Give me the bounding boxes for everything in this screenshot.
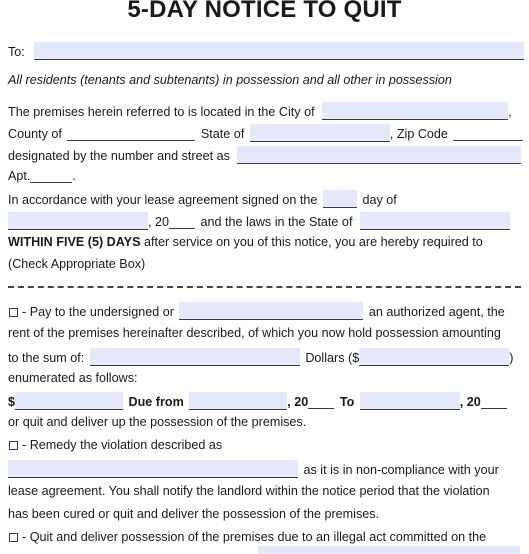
year-prefix: , 20 [148, 215, 170, 229]
due-to-year-field[interactable] [481, 395, 507, 409]
year-field[interactable] [169, 215, 195, 229]
option-remedy-row [8, 437, 222, 453]
zip-field[interactable] [453, 127, 523, 141]
quit-text: - Quit and deliver possession of the premises due to an illegal act committed on the [22, 530, 487, 544]
city-field[interactable] [322, 102, 508, 120]
due-from-year-prefix: , 20 [287, 395, 309, 409]
to-row [8, 42, 524, 60]
designated-label: designated by the number and street as [8, 149, 230, 163]
zip-label: , Zip Code [389, 127, 448, 141]
due-from-field[interactable] [189, 392, 287, 410]
lease-text: In accordance with your lease agreement signed on the [8, 193, 318, 207]
rent-line: rent of the premises hereinafter described, of which you now hold possession amounting [8, 326, 501, 340]
state-field[interactable] [250, 124, 390, 142]
apt-period: . [72, 169, 76, 183]
within-row [8, 234, 483, 250]
city-comma: , [508, 105, 512, 119]
within-rest: after service on you of this notice, you are hereby required to [140, 235, 483, 249]
sum-amount-field[interactable] [359, 348, 509, 366]
option-quit-row [8, 529, 486, 545]
to-field[interactable] [34, 42, 524, 60]
county-field[interactable] [67, 127, 195, 141]
lease-notify-line: lease agreement. You shall notify the landlord within the notice period that the violation [8, 484, 490, 498]
check-note-row [8, 256, 145, 272]
option-pay-row [8, 302, 505, 320]
county-row [8, 124, 523, 142]
pay-checkbox[interactable] [9, 308, 18, 317]
noncompliance-text: as it is in non-compliance with your [303, 463, 499, 477]
premises-text: The premises herein referred to is located in the City of [8, 105, 315, 119]
month-field[interactable] [8, 212, 148, 230]
due-row [8, 392, 507, 410]
laws-state-field[interactable] [360, 212, 510, 230]
due-amount-field[interactable] [15, 392, 123, 410]
cured-line: has been cured or quit and deliver the possession of the premises. [8, 507, 380, 521]
due-to-field[interactable] [360, 392, 460, 410]
street-field[interactable] [237, 146, 521, 164]
remedy-text: - Remedy the violation described as [22, 438, 223, 452]
violation-field[interactable] [8, 460, 298, 478]
due-to-year-prefix: , 20 [459, 395, 481, 409]
enumerated-line: enumerated as follows: [8, 371, 138, 385]
street-row [8, 146, 521, 164]
agent-text: an authorized agent, the [368, 305, 505, 319]
illegal-act-field[interactable] [258, 546, 520, 554]
county-label: County of [8, 127, 62, 141]
remedy-checkbox[interactable] [9, 441, 18, 450]
dollar-sign: $ [8, 395, 16, 409]
dollars-label: Dollars ($ [305, 351, 360, 365]
within-bold: WITHIN FIVE (5) DAYS [8, 235, 141, 249]
pay-text: - Pay to the undersigned or [22, 305, 174, 319]
or-quit-line: or quit and deliver up the possession of the premises. [8, 415, 307, 429]
violation-row [8, 460, 499, 478]
day-field[interactable] [323, 190, 357, 208]
state-label: State of [200, 127, 245, 141]
quit-checkbox[interactable] [9, 533, 18, 542]
apt-field[interactable] [30, 169, 72, 183]
notice-title: 5-DAY NOTICE TO QUIT [127, 0, 402, 23]
lease-row-2 [8, 212, 510, 230]
close-paren: ) [509, 351, 514, 365]
to-label: To: [8, 45, 25, 59]
check-note: (Check Appropriate Box) [8, 257, 146, 271]
payee-field[interactable] [179, 302, 363, 320]
city-row [8, 102, 512, 120]
day-of-text: day of [362, 193, 397, 207]
lease-row [8, 190, 397, 208]
due-from-label: Due from [128, 395, 184, 409]
laws-text: and the laws in the State of [200, 215, 353, 229]
apt-label: Apt. [8, 169, 31, 183]
section-divider [8, 286, 521, 288]
due-from-year-field[interactable] [308, 395, 334, 409]
apt-row [8, 168, 76, 184]
to-word: To [339, 395, 355, 409]
sum-words-field[interactable] [90, 348, 300, 366]
residents-line: All residents (tenants and subtenants) in possession and all other in possession [8, 73, 452, 87]
sum-label: to the sum of: [8, 351, 85, 365]
sum-row [8, 348, 513, 366]
